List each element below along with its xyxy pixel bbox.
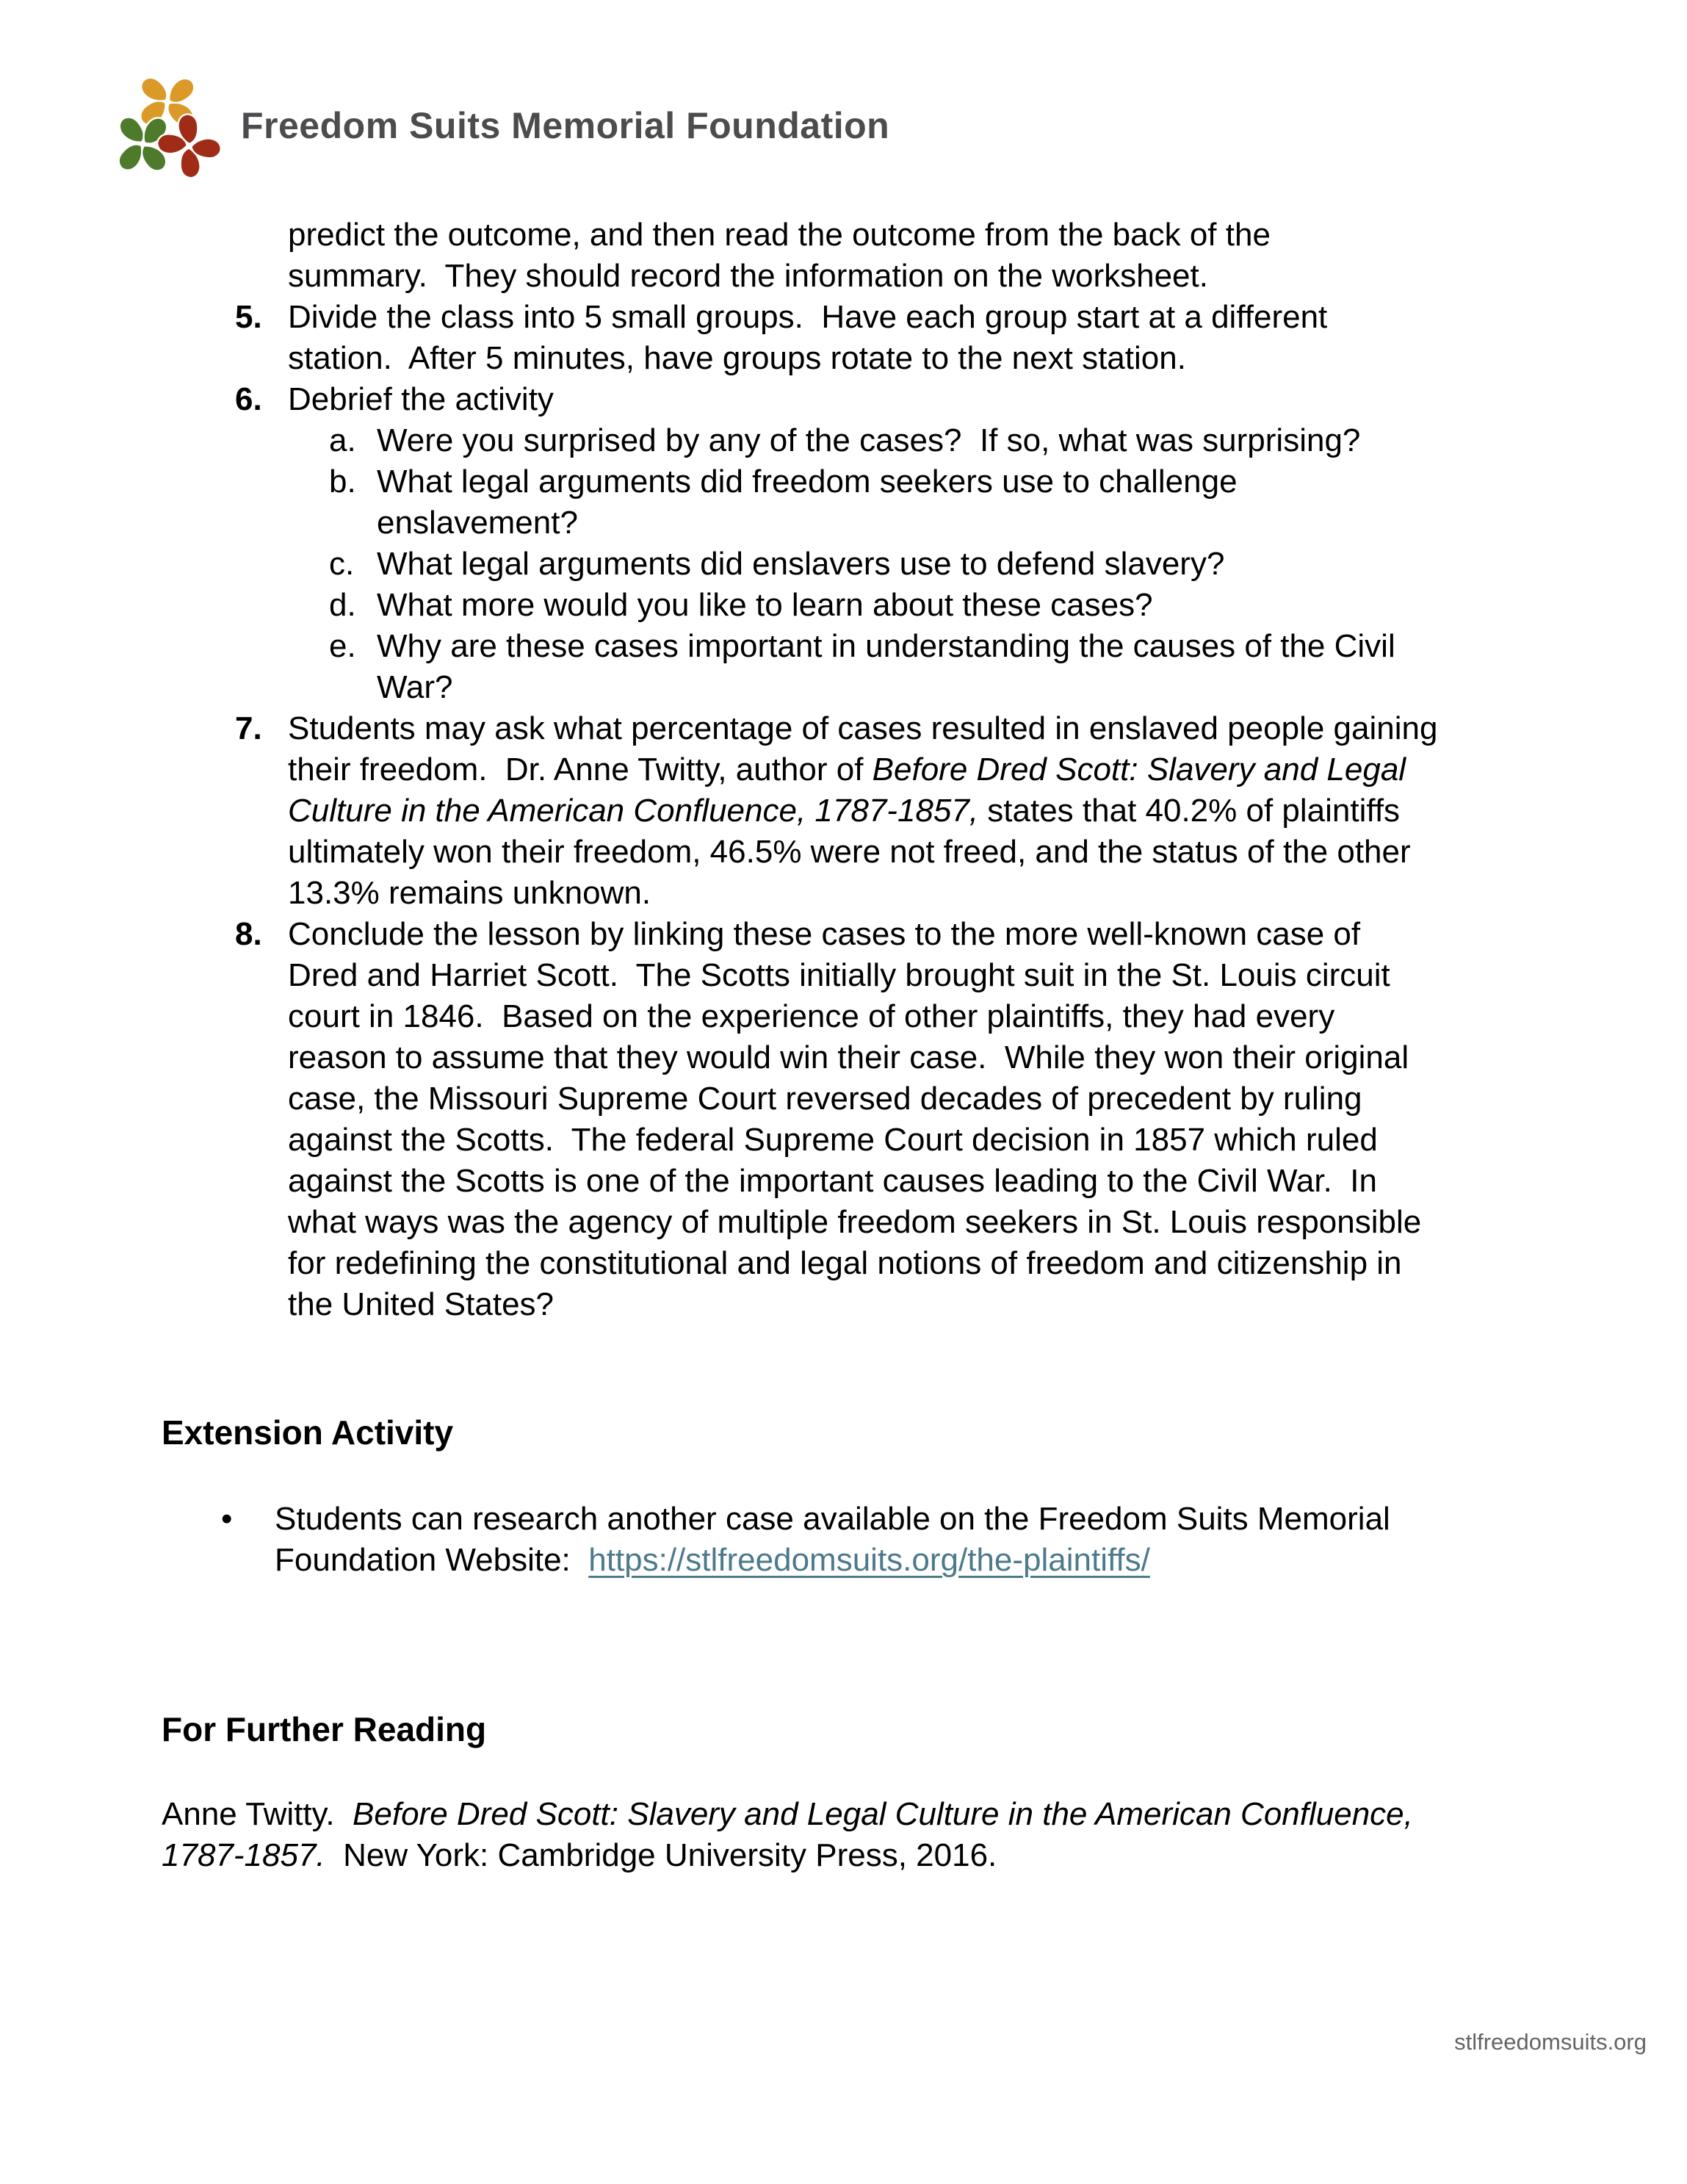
paragraph-line: enslavement?: [377, 505, 578, 541]
text-segment: states that 40.2% of plaintiffs: [978, 793, 1401, 829]
list-number: 7.: [235, 710, 262, 746]
paragraph-line: 13.3% remains unknown.: [288, 875, 651, 911]
paragraph-line: Students can research another case available on the Freedom Suits Memorial: [275, 1501, 1390, 1537]
list-item-6: [0, 379, 1687, 708]
paragraph-line: What legal arguments did enslavers use to defend slavery?: [377, 546, 1225, 582]
paragraph-line: [275, 1540, 1390, 1581]
paragraph-line: Conclude the lesson by linking these cases to the more well-known case of: [288, 916, 1361, 952]
paragraph-line: Divide the class into 5 small groups. Have each group start at a different: [288, 299, 1328, 335]
paragraph-line: [288, 749, 1437, 790]
sub-item-text: [377, 626, 1395, 708]
book-title-segment: 1787-1857.: [162, 1837, 325, 1873]
plaintiffs-link[interactable]: https://stlfreedomsuits.org/the-plaintiffs/: [588, 1542, 1150, 1578]
paragraph-line: the United States?: [288, 1286, 554, 1322]
sub-item-text: [377, 585, 1153, 626]
paragraph-line: predict the outcome, and then read the outcome from the back of the: [288, 217, 1271, 253]
bullet-icon: •: [221, 1501, 233, 1537]
sub-item-letter: b.: [329, 464, 356, 500]
list-item-text: [288, 297, 1327, 379]
book-citation: [0, 1794, 1687, 1876]
paragraph-line: Why are these cases important in understanding the causes of the Civil: [377, 628, 1395, 664]
text-segment: their freedom. Dr. Anne Twitty, author of: [288, 752, 873, 788]
list-item-text: [288, 914, 1421, 1325]
extension-activity-heading: Extension Activity: [162, 1413, 454, 1452]
paragraph-line: for redefining the constitutional and legal notions of freedom and citizenship in: [288, 1245, 1402, 1281]
extension-bullet-item: [0, 1499, 1687, 1581]
paragraph-line: What legal arguments did freedom seekers use to challenge: [377, 464, 1238, 500]
sub-item-letter: d.: [329, 587, 356, 623]
paragraph-line: summary. They should record the information on the worksheet.: [288, 258, 1208, 294]
paragraph-line: [162, 1794, 1687, 1835]
sub-item-text: [377, 461, 1238, 544]
footer-site-url: stlfreedomsuits.org: [1454, 2029, 1647, 2055]
book-title-segment: Before Dred Scott: Slavery and Legal: [872, 752, 1406, 788]
foundation-logo: [110, 68, 889, 184]
sub-item-letter: a.: [329, 422, 356, 458]
book-title-segment: Before Dred Scott: Slavery and Legal Culture in the American Confluence,: [353, 1796, 1413, 1832]
text-segment: New York: Cambridge University Press, 2016.: [325, 1837, 997, 1873]
sub-item-d: [329, 585, 1395, 626]
text-segment: Anne Twitty.: [162, 1796, 353, 1832]
paragraph-line: Debrief the activity: [288, 381, 554, 417]
paragraph-line: against the Scotts is one of the important causes leading to the Civil War. In: [288, 1163, 1377, 1199]
paragraph-line: What more would you like to learn about these cases?: [377, 587, 1153, 623]
sub-item-text: [377, 420, 1360, 461]
sub-item-b: [329, 461, 1395, 544]
paragraph-line: War?: [377, 669, 453, 705]
paragraph-line: what ways was the agency of multiple freedom seekers in St. Louis responsible: [288, 1204, 1422, 1240]
sub-item-e: [329, 626, 1395, 708]
sub-item-c: [329, 544, 1395, 585]
list-number: 6.: [235, 381, 262, 417]
paragraph-line: against the Scotts. The federal Supreme Court decision in 1857 which ruled: [288, 1122, 1378, 1158]
paragraph-line: ultimately won their freedom, 46.5% were not freed, and the status of the other: [288, 834, 1411, 870]
paragraph-line: Were you surprised by any of the cases? If so, what was surprising?: [377, 422, 1361, 458]
foundation-logo-icon: [110, 68, 222, 184]
sub-item-a: [329, 420, 1395, 461]
list-item-7: [0, 708, 1687, 914]
lesson-body: [0, 215, 1687, 1876]
for-further-reading-heading: For Further Reading: [162, 1710, 487, 1748]
list-item-text: [288, 708, 1437, 914]
step4-continuation-paragraph: [0, 215, 1687, 297]
paragraph-line: case, the Missouri Supreme Court reversed decades of precedent by ruling: [288, 1081, 1362, 1117]
sub-item-text: [377, 544, 1224, 585]
paragraph-line: Students may ask what percentage of cases resulted in enslaved people gaining: [288, 710, 1438, 746]
paragraph-line: reason to assume that they would win their case. While they won their original: [288, 1039, 1409, 1075]
paragraph-line: court in 1846. Based on the experience of other plaintiffs, they had every: [288, 998, 1335, 1034]
text-segment: Foundation Website:: [275, 1542, 589, 1578]
bullet-item-text: [275, 1499, 1390, 1581]
paragraph-line: [288, 790, 1437, 832]
list-item-8: [0, 914, 1687, 1325]
debrief-question-list: [288, 420, 1395, 708]
paragraph-line: Dred and Harriet Scott. The Scotts initially brought suit in the St. Louis circuit: [288, 957, 1390, 993]
list-item-text: [288, 379, 1395, 708]
paragraph-line: station. After 5 minutes, have groups rotate to the next station.: [288, 340, 1186, 376]
list-number: 8.: [235, 916, 262, 952]
book-title-segment: Culture in the American Confluence, 1787-1857,: [288, 793, 979, 829]
list-item-5: [0, 297, 1687, 379]
list-number: 5.: [235, 299, 262, 335]
paragraph-line: [162, 1835, 1687, 1876]
sub-item-letter: e.: [329, 628, 356, 664]
sub-item-letter: c.: [329, 546, 355, 582]
foundation-wordmark: Freedom Suits Memorial Foundation: [241, 105, 890, 146]
